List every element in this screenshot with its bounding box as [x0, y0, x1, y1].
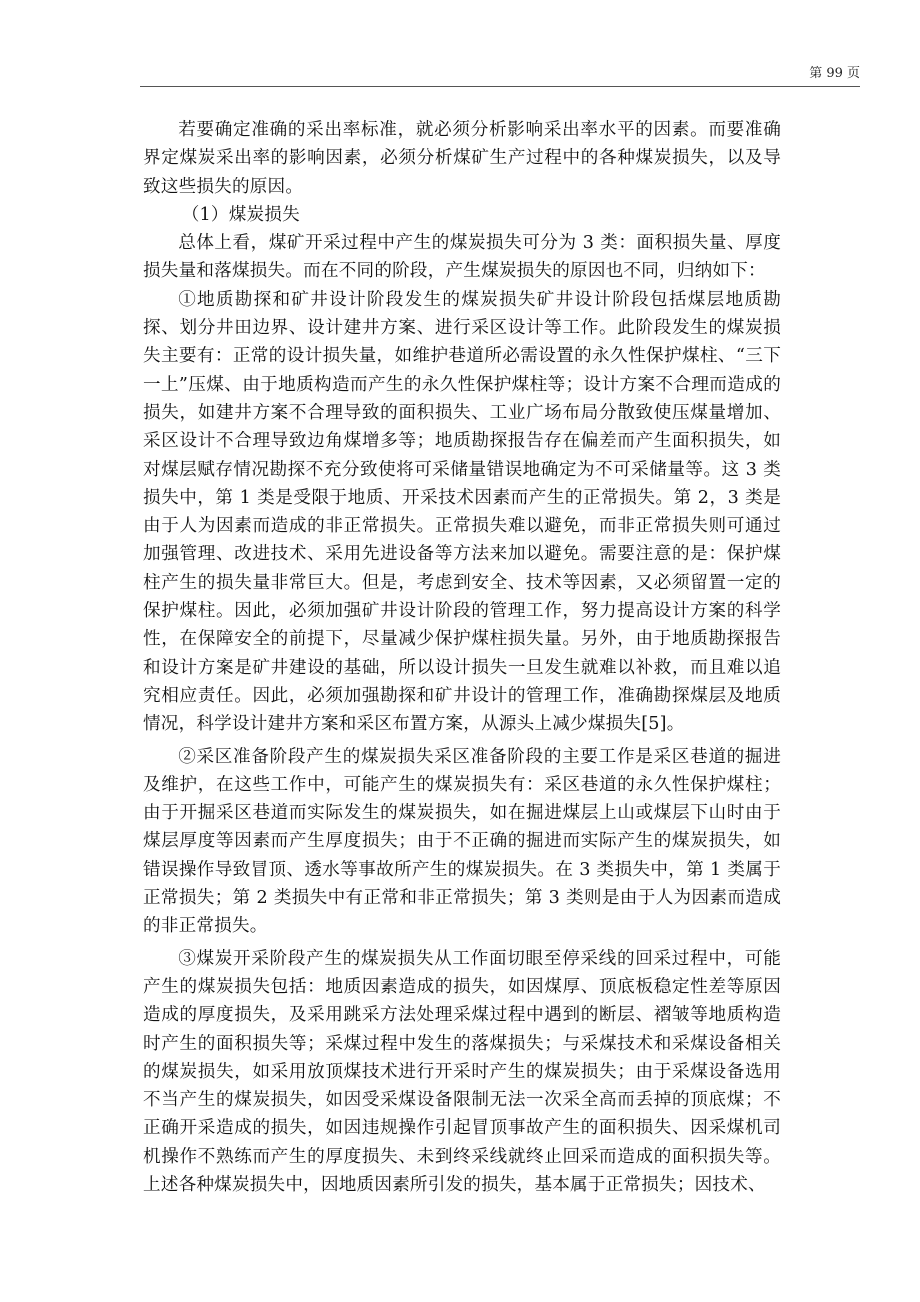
paragraph-design-stage: ①地质勘探和矿井设计阶段发生的煤炭损失矿井设计阶段包括煤层地质勘探、划分井田边界、设计建井方案、进行采区设计等工作。此阶段发生的煤炭损失主要有：正常的设计损失量，如维护巷道所必需设置的永久性保护煤柱、“三下一上”压煤、由于地质构造而产生的永久性保护煤柱等；设计方案不合理而造成的损失，如建井方案不合理导致的面积损失、工业广场布局分散致使压煤量增加、采区设计不合理导致边角煤增多等；地质勘探报告存在偏差而产生面积损失，如对煤层赋存情况勘探不充分致使将可采储量错误地确定为不可采储量等。这 3 类损失中，第 1 类是受限于地质、开采技术因素而产生的正常损失。第 2，3 类是由于人为因素而造成的非正常损失。正常损失难以避免，而非正常损失则可通过加强管理、改进技术、采用先进设备等方法来加以避免。需要注意的是：保护煤柱产生的损失量非常巨大。但是，考虑到安全、技术等因素，又必须留置一定的保护煤柱。因此，必须加强矿井设计阶段的管理工作，努力提高设计方案的科学性，在保障安全的前提下，尽量减少保护煤柱损失量。另外，由于地质勘探报告和设计方案是矿井建设的基础，所以设计损失一旦发生就难以补救，而且难以追究相应责任。因此，必须加强勘探和矿井设计的管理工作，准确勘探煤层及地质情况，科学设计建井方案和采区布置方案，从源头上减少煤损失[5]。: [143, 289, 781, 735]
paragraph-overview: 总体上看，煤矿开采过程中产生的煤炭损失可分为 3 类：面积损失量、厚度损失量和落煤损失。而在不同的阶段，产生煤炭损失的原因也不同，归纳如下：: [143, 233, 781, 282]
page-number: 第 99 页: [809, 66, 860, 81]
document-body: [143, 116, 781, 1199]
page-header: [140, 0, 860, 87]
paragraph-intro: 若要确定准确的采出率标准，就必须分析影响采出率水平的因素。而要准确界定煤炭采出率的影响因素，必须分析煤矿生产过程中的各种煤炭损失，以及导致这些损失的原因。: [143, 120, 781, 197]
paragraph-preparation-stage: ②采区准备阶段产生的煤炭损失采区准备阶段的主要工作是采区巷道的掘进及维护，在这些工作中，可能产生的煤炭损失有：采区巷道的永久性保护煤柱；由于开掘采区巷道而实际发生的煤炭损失，如在掘进煤层上山或煤层下山时由于煤层厚度等因素而产生厚度损失；由于不正确的掘进而实际产生的煤炭损失，如错误操作导致冒顶、透水等事故所产生的煤炭损失。在 3 类损失中，第 1 类属于正常损失；第 2 类损失中有正常和非正常损失；第 3 类则是由于人为因素而造成的非正常损失。: [143, 746, 781, 937]
paragraph-mining-stage: ③煤炭开采阶段产生的煤炭损失从工作面切眼至停采线的回采过程中，可能产生的煤炭损失包括：地质因素造成的损失，如因煤厚、顶底板稳定性差等原因造成的厚度损失，及采用跳采方法处理采煤过程中遇到的断层、褶皱等地质构造时产生的面积损失等；采煤过程中发生的落煤损失；与采煤技术和采煤设备相关的煤炭损失，如采用放顶煤技术进行开采时产生的煤炭损失；由于采煤设备选用不当产生的煤炭损失，如因受采煤设备限制无法一次采全高而丢掉的顶底煤；不正确开采造成的损失，如因违规操作引起冒顶事故产生的面积损失、因采煤机司机操作不熟练而产生的厚度损失、未到终采线就终止回采而造成的面积损失等。上述各种煤炭损失中，因地质因素所引发的损失，基本属于正常损失；因技术、: [143, 948, 781, 1195]
section-heading-coal-loss: （1）煤炭损失: [181, 204, 300, 225]
